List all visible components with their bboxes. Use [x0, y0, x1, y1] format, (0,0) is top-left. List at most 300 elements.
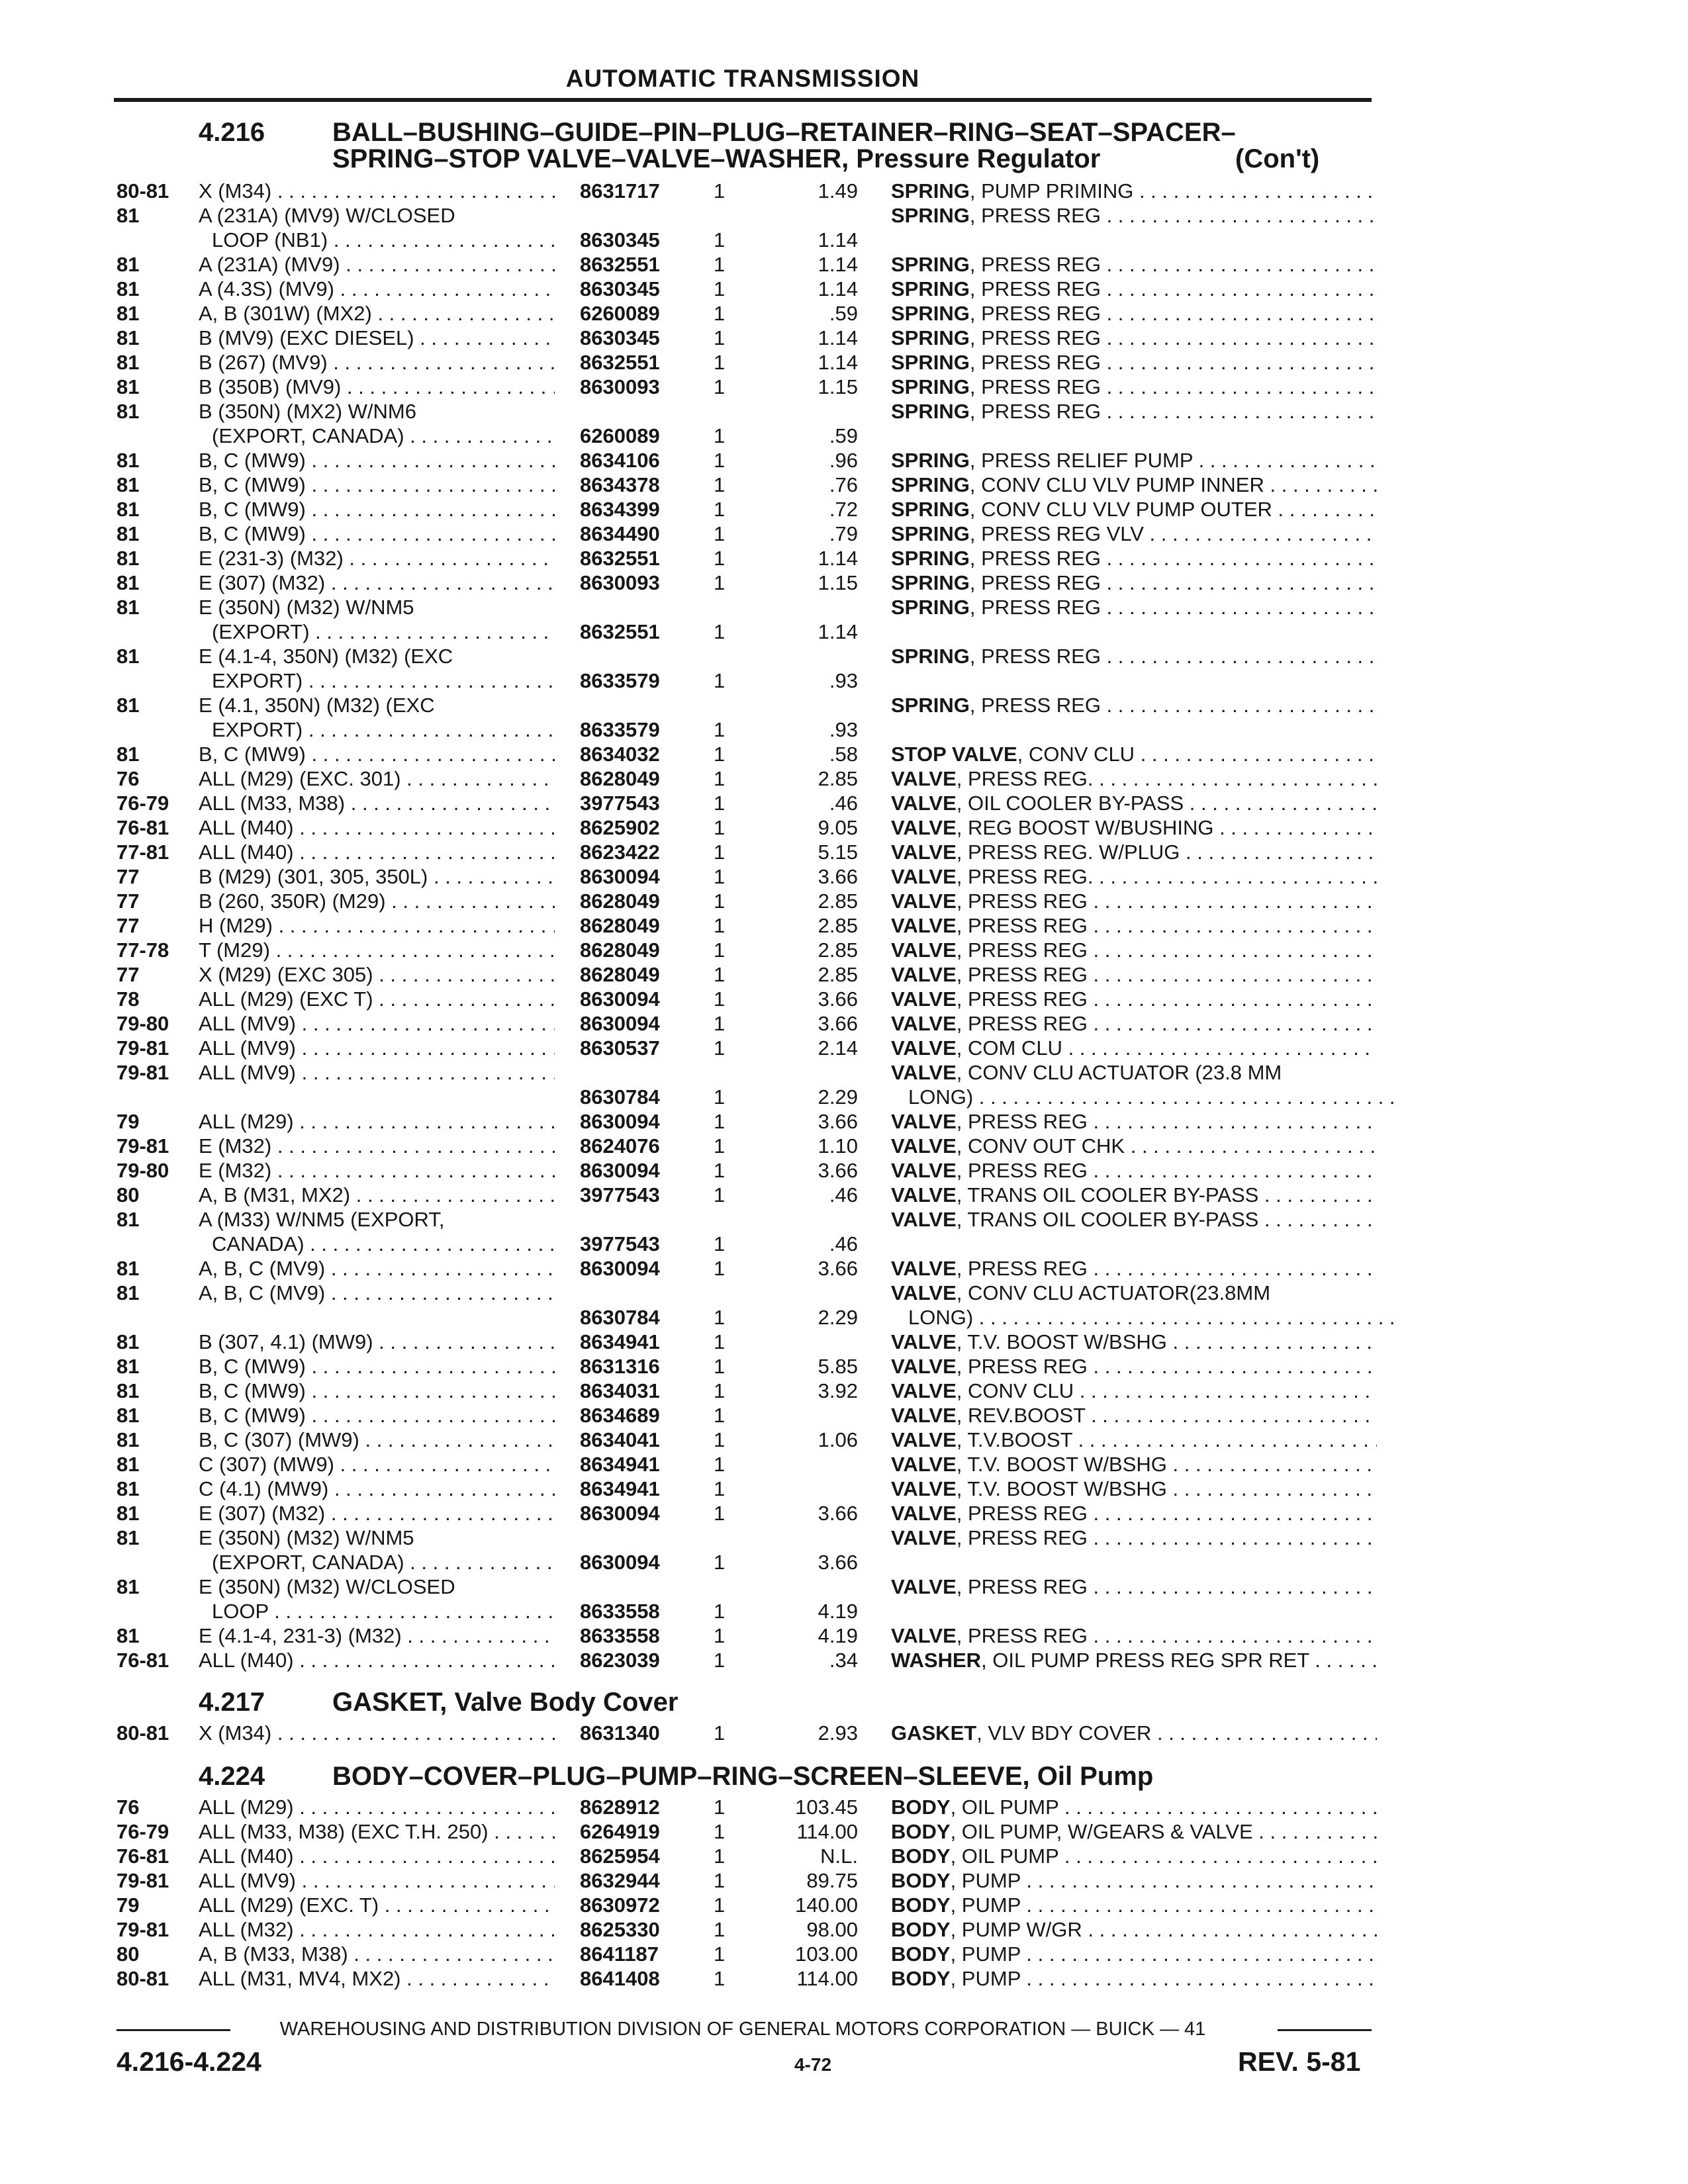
model-year: 81	[117, 1379, 140, 1402]
description	[891, 1966, 1377, 1991]
quantity: 1	[714, 498, 726, 521]
application: B, C (MW9) . . .	[199, 522, 555, 546]
part-number: 8630094	[580, 987, 660, 1011]
price: 3.66	[818, 1502, 858, 1525]
part-detail: , PRESS REG	[969, 326, 1101, 349]
price: .93	[829, 718, 858, 741]
part-number: 8634941	[580, 1453, 660, 1476]
part-number: 8630093	[580, 571, 660, 594]
price: 3.66	[818, 987, 858, 1011]
application: EXPORT) . . .	[212, 717, 555, 742]
description	[891, 252, 1377, 277]
part-name: GASKET	[891, 1721, 977, 1745]
part-detail: , TRANS OIL COOLER BY-PASS	[956, 1183, 1259, 1206]
footer-section-range: 4.216-4.224	[117, 2046, 261, 2077]
part-number: 8641187	[580, 1942, 659, 1966]
part-number: 8628049	[580, 938, 660, 962]
application: B, C (MW9) . . .	[199, 1379, 555, 1403]
part-name: STOP VALVE	[891, 743, 1017, 766]
application: A (231A) (MV9) . . .	[199, 252, 555, 277]
price: 98.00	[806, 1918, 858, 1941]
description	[891, 1868, 1377, 1893]
description	[891, 1281, 1377, 1305]
application: E (M32) . . .	[199, 1158, 555, 1183]
table-row	[0, 375, 1688, 399]
part-number: 8630094	[580, 1502, 660, 1525]
description	[891, 1501, 1377, 1525]
description	[891, 399, 1377, 424]
price: 1.10	[818, 1134, 858, 1158]
quantity: 1	[714, 1893, 726, 1917]
description	[891, 938, 1377, 962]
part-number: 8630093	[580, 375, 660, 398]
table-row	[0, 595, 1688, 619]
part-name: VALVE	[891, 1257, 957, 1280]
application: ALL (MV9) . . .	[199, 1060, 555, 1085]
quantity: 1	[714, 816, 726, 839]
quantity: 1	[714, 669, 726, 692]
table-row-continuation	[0, 1550, 1688, 1574]
price: 1.14	[818, 326, 858, 349]
part-detail: , PUMP W/GR	[950, 1918, 1082, 1941]
description	[891, 987, 1377, 1011]
quantity: 1	[714, 1036, 726, 1060]
application: E (307) (M32) . . .	[199, 570, 555, 595]
quantity: 1	[714, 718, 726, 741]
model-year: 80	[117, 1942, 140, 1966]
application: C (307) (MW9) . . .	[199, 1452, 555, 1477]
table-row	[0, 1893, 1688, 1917]
part-name: VALVE	[891, 1428, 957, 1451]
part-number: 8634490	[580, 522, 660, 545]
price: 2.85	[818, 889, 858, 913]
part-number: 8632551	[580, 620, 660, 643]
table-row	[0, 473, 1688, 497]
description	[891, 644, 1377, 668]
quantity: 1	[714, 179, 726, 203]
description	[891, 522, 1377, 546]
application: C (4.1) (MW9) . . .	[199, 1477, 555, 1501]
application: B, C (307) (MW9) . . .	[199, 1428, 555, 1452]
part-name: BODY	[891, 1967, 951, 1990]
price: 1.14	[818, 228, 858, 251]
part-number: 3977543	[580, 1183, 660, 1206]
description	[891, 1428, 1377, 1452]
model-year: 81	[117, 449, 140, 472]
price: 1.14	[818, 547, 858, 570]
table-row	[0, 1109, 1688, 1134]
model-year: 81	[117, 1330, 140, 1353]
model-year: 81	[117, 1428, 140, 1451]
price: 89.75	[806, 1869, 858, 1892]
part-name: VALVE	[891, 1183, 957, 1206]
part-detail: , PRESS REG	[969, 645, 1101, 668]
quantity: 1	[714, 473, 726, 496]
model-year: 77-81	[117, 841, 169, 864]
table-row	[0, 546, 1688, 570]
part-number: 8634941	[580, 1330, 660, 1353]
quantity: 1	[714, 1159, 726, 1182]
section-number: 4.216	[199, 118, 265, 147]
part-detail: , T.V. BOOST W/BSHG	[956, 1453, 1167, 1476]
model-year: 81	[117, 522, 140, 545]
quantity: 1	[714, 865, 726, 888]
model-year: 77	[117, 914, 140, 937]
quantity: 1	[714, 1404, 726, 1427]
application: ALL (M29) (EXC T) . . .	[199, 987, 555, 1011]
quantity: 1	[714, 1820, 726, 1843]
description	[891, 1183, 1377, 1207]
quantity: 1	[714, 1844, 726, 1868]
table-row	[0, 962, 1688, 987]
part-detail: , PRESS REG	[969, 400, 1101, 423]
application: ALL (MV9) . . .	[199, 1036, 555, 1060]
model-year: 81	[117, 253, 140, 276]
table-row	[0, 987, 1688, 1011]
part-number: 8630784	[580, 1085, 660, 1109]
application: E (307) (M32) . . .	[199, 1501, 555, 1525]
parts-list	[0, 179, 1688, 1672]
part-detail: , T.V. BOOST W/BSHG	[956, 1330, 1167, 1353]
part-detail: , PRESS REG	[969, 694, 1101, 717]
parts-list	[0, 1721, 1688, 1745]
model-year: 80	[117, 1183, 140, 1206]
model-year: 81	[117, 596, 140, 619]
application: B (350B) (MV9) . . .	[199, 375, 555, 399]
table-row	[0, 938, 1688, 962]
part-number: 8641408	[580, 1967, 660, 1990]
model-year: 81	[117, 204, 140, 227]
model-year: 76-81	[117, 1649, 169, 1672]
part-number: 8630537	[580, 1036, 660, 1060]
part-name: VALVE	[891, 1036, 957, 1060]
model-year: 81	[117, 571, 140, 594]
part-detail: , PRESS REG	[956, 963, 1088, 986]
table-row	[0, 203, 1688, 228]
description	[891, 1721, 1377, 1745]
quantity: 1	[714, 277, 726, 300]
part-name: VALVE	[891, 1575, 957, 1598]
parts-list	[0, 1795, 1688, 1991]
part-detail: , PRESS REG	[956, 1012, 1088, 1035]
table-row-continuation	[0, 1232, 1688, 1256]
description	[891, 1354, 1377, 1379]
part-name: SPRING	[891, 277, 970, 300]
application: ALL (MV9) . . .	[199, 1868, 555, 1893]
description	[891, 1648, 1377, 1672]
part-detail: , PUMP PRIMING	[969, 179, 1134, 203]
price: 1.49	[818, 179, 858, 203]
quantity: 1	[714, 914, 726, 937]
part-number: 8634032	[580, 743, 660, 766]
table-row	[0, 913, 1688, 938]
quantity: 1	[714, 1330, 726, 1353]
part-detail: , COM CLU	[956, 1036, 1062, 1060]
part-name: VALVE	[891, 792, 957, 815]
application: A, B, C (MV9) . . .	[199, 1256, 555, 1281]
revision: REV. 5-81	[1238, 2046, 1361, 2077]
table-row	[0, 791, 1688, 815]
application: E (M32) . . .	[199, 1134, 555, 1158]
table-row	[0, 1917, 1688, 1942]
part-name: VALVE	[891, 1526, 957, 1549]
application: (EXPORT, CANADA) . . .	[212, 1550, 555, 1574]
quantity: 1	[714, 1012, 726, 1035]
price: .46	[829, 1232, 858, 1255]
model-year: 81	[117, 1502, 140, 1525]
price: .46	[829, 792, 858, 815]
table-row	[0, 1428, 1688, 1452]
model-year: 79-80	[117, 1159, 169, 1182]
price: 3.66	[818, 1110, 858, 1133]
part-number: 8634399	[580, 498, 660, 521]
model-year: 79-80	[117, 1012, 169, 1035]
table-row	[0, 742, 1688, 766]
description	[891, 742, 1377, 766]
table-row	[0, 644, 1688, 668]
model-year: 79-81	[117, 1061, 169, 1084]
part-detail: , PRESS REG	[956, 987, 1088, 1011]
application: B (267) (MV9) . . .	[199, 350, 555, 375]
description	[891, 1795, 1377, 1819]
section-title: BALL–BUSHING–GUIDE–PIN–PLUG–RETAINER–RING–SEAT–SPACER–	[332, 118, 1236, 147]
description	[891, 350, 1377, 375]
price: 114.00	[796, 1820, 858, 1843]
table-row	[0, 1011, 1688, 1036]
part-detail: , CONV CLU ACTUATOR (23.8 MM	[956, 1061, 1282, 1084]
part-number: 8628049	[580, 963, 660, 986]
quantity: 1	[714, 767, 726, 790]
table-row	[0, 1281, 1688, 1305]
model-year: 76-79	[117, 792, 169, 815]
quantity: 1	[714, 1453, 726, 1476]
part-number: 8630972	[580, 1893, 660, 1917]
part-name: BODY	[891, 1942, 951, 1966]
description	[891, 277, 1377, 301]
part-detail: , T.V. BOOST W/BSHG	[956, 1477, 1167, 1500]
section-title: BODY–COVER–PLUG–PUMP–RING–SCREEN–SLEEVE, Oil Pump	[332, 1762, 1154, 1791]
model-year: 81	[117, 326, 140, 349]
quantity: 1	[714, 253, 726, 276]
table-row	[0, 1868, 1688, 1893]
part-detail: , PRESS REG	[956, 1502, 1088, 1525]
part-name: VALVE	[891, 1208, 957, 1231]
part-name: VALVE	[891, 938, 957, 962]
model-year: 81	[117, 743, 140, 766]
application: E (231-3) (M32) . . .	[199, 546, 555, 570]
model-year: 81	[117, 1257, 140, 1280]
part-name: VALVE	[891, 816, 957, 839]
part-number: 8628049	[580, 889, 660, 913]
part-name: BODY	[891, 1869, 951, 1892]
part-detail: , PRESS REG	[969, 571, 1101, 594]
application: E (350N) (M32) W/NM5	[199, 596, 414, 619]
part-detail: , PRESS REG. W/PLUG	[956, 841, 1180, 864]
table-row	[0, 1819, 1688, 1844]
model-year: 80-81	[117, 1721, 169, 1745]
application: B (260, 350R) (M29) . . .	[199, 889, 555, 913]
table-row	[0, 1648, 1688, 1672]
model-year: 81	[117, 1404, 140, 1427]
part-name: SPRING	[891, 571, 970, 594]
part-number: 3977543	[580, 792, 660, 815]
part-name: VALVE	[891, 767, 957, 790]
part-name: SPRING	[891, 400, 970, 423]
table-row	[0, 497, 1688, 522]
model-year: 81	[117, 694, 140, 717]
description	[891, 889, 1377, 913]
quantity: 1	[714, 375, 726, 398]
part-detail: , OIL PUMP	[950, 1844, 1059, 1868]
part-number: 8633558	[580, 1600, 660, 1623]
price: 5.85	[818, 1355, 858, 1378]
price: .72	[829, 498, 858, 521]
part-name: BODY	[891, 1796, 951, 1819]
quantity: 1	[714, 1183, 726, 1206]
model-year: 79-81	[117, 1918, 169, 1941]
table-row	[0, 350, 1688, 375]
part-name: BODY	[891, 1918, 951, 1941]
quantity: 1	[714, 841, 726, 864]
quantity: 1	[714, 1134, 726, 1158]
quantity: 1	[714, 1600, 726, 1623]
description	[891, 1942, 1377, 1966]
application: ALL (M40) . . .	[199, 1648, 555, 1672]
part-number: 8630345	[580, 228, 660, 251]
part-name: VALVE	[891, 1502, 957, 1525]
part-detail: , PUMP	[950, 1893, 1021, 1917]
part-number: 8634378	[580, 473, 660, 496]
part-number: 8633579	[580, 669, 660, 692]
part-name: SPRING	[891, 596, 970, 619]
application: A (M33) W/NM5 (EXPORT,	[199, 1208, 445, 1231]
description	[891, 1256, 1377, 1281]
model-year: 80-81	[117, 1967, 169, 1990]
price: 1.06	[818, 1428, 858, 1451]
quantity: 1	[714, 938, 726, 962]
part-name: SPRING	[891, 351, 970, 374]
application: E (350N) (M32) W/NM5	[199, 1526, 414, 1549]
price: 1.14	[818, 277, 858, 300]
part-number: 8625902	[580, 816, 660, 839]
description	[891, 1379, 1377, 1403]
description	[891, 1917, 1377, 1942]
table-row-continuation	[0, 1305, 1688, 1330]
part-name: VALVE	[891, 1159, 957, 1182]
application: (EXPORT) . . .	[212, 619, 555, 644]
part-name: VALVE	[891, 889, 957, 913]
part-name: BODY	[891, 1844, 951, 1868]
part-number: 8634041	[580, 1428, 660, 1451]
application: E (4.1-4, 350N) (M32) (EXC	[199, 645, 453, 668]
application: ALL (M33, M38) (EXC T.H. 250) . . .	[199, 1819, 555, 1844]
model-year: 79-81	[117, 1036, 169, 1060]
model-year: 77-78	[117, 938, 169, 962]
part-name: BODY	[891, 1893, 951, 1917]
part-name: VALVE	[891, 1061, 957, 1084]
part-detail: , PRESS REG.	[956, 865, 1094, 888]
price: 2.85	[818, 767, 858, 790]
application: ALL (M32) . . .	[199, 1917, 555, 1942]
model-year: 81	[117, 375, 140, 398]
part-detail: , PRESS REG.	[956, 767, 1094, 790]
part-number: 8630094	[580, 1257, 660, 1280]
part-detail: , CONV CLU	[956, 1379, 1074, 1402]
model-year: 81	[117, 302, 140, 325]
model-year: 76-79	[117, 1820, 169, 1843]
model-year: 81	[117, 645, 140, 668]
part-number: 8630094	[580, 1551, 660, 1574]
part-number: 8631717	[580, 179, 660, 203]
table-row	[0, 277, 1688, 301]
part-number: 8631316	[580, 1355, 660, 1378]
table-row	[0, 815, 1688, 840]
table-row	[0, 1942, 1688, 1966]
part-number: 6264919	[580, 1820, 660, 1843]
part-number: 8623422	[580, 841, 660, 864]
table-row	[0, 179, 1688, 203]
part-name: VALVE	[891, 1330, 957, 1353]
table-row	[0, 1134, 1688, 1158]
description	[891, 1525, 1377, 1550]
description	[891, 1452, 1377, 1477]
quantity: 1	[714, 302, 726, 325]
table-row	[0, 840, 1688, 864]
application: ALL (MV9) . . .	[199, 1011, 555, 1036]
price: 2.14	[818, 1036, 858, 1060]
price: .58	[829, 743, 858, 766]
price: 140.00	[795, 1893, 858, 1917]
table-row	[0, 1501, 1688, 1525]
part-detail: , TRANS OIL COOLER BY-PASS	[956, 1208, 1259, 1231]
table-row	[0, 1354, 1688, 1379]
quantity: 1	[714, 571, 726, 594]
price: N.L.	[820, 1844, 858, 1868]
model-year: 81	[117, 1208, 140, 1231]
application: B (307, 4.1) (MW9) . . .	[199, 1330, 555, 1354]
price: 3.92	[818, 1379, 858, 1402]
part-detail: , PUMP	[950, 1869, 1021, 1892]
table-row	[0, 889, 1688, 913]
part-number: 8630094	[580, 1159, 660, 1182]
quantity: 1	[714, 963, 726, 986]
table-row-continuation	[0, 424, 1688, 448]
table-row	[0, 1256, 1688, 1281]
part-detail: , PRESS REG	[956, 1159, 1088, 1182]
quantity: 1	[714, 1477, 726, 1500]
table-row	[0, 1525, 1688, 1550]
model-year: 76	[117, 767, 140, 790]
part-name: SPRING	[891, 449, 970, 472]
part-name: SPRING	[891, 375, 970, 398]
model-year: 76-81	[117, 816, 169, 839]
price: 2.93	[818, 1721, 858, 1745]
part-name: BODY	[891, 1820, 951, 1843]
part-detail: , CONV CLU ACTUATOR(23.8MM	[956, 1281, 1271, 1304]
model-year: 81	[117, 400, 140, 423]
price: 2.29	[818, 1306, 858, 1329]
model-year: 77	[117, 865, 140, 888]
application: A, B (M31, MX2) . . .	[199, 1183, 555, 1207]
table-row	[0, 864, 1688, 889]
quantity: 1	[714, 1355, 726, 1378]
table-row-continuation	[0, 668, 1688, 693]
part-number: 3977543	[580, 1232, 660, 1255]
part-detail: , PRESS RELIEF PUMP	[969, 449, 1193, 472]
part-detail: , PRESS REG	[969, 351, 1101, 374]
description	[891, 1060, 1377, 1085]
application: E (4.1, 350N) (M32) (EXC	[199, 694, 435, 717]
